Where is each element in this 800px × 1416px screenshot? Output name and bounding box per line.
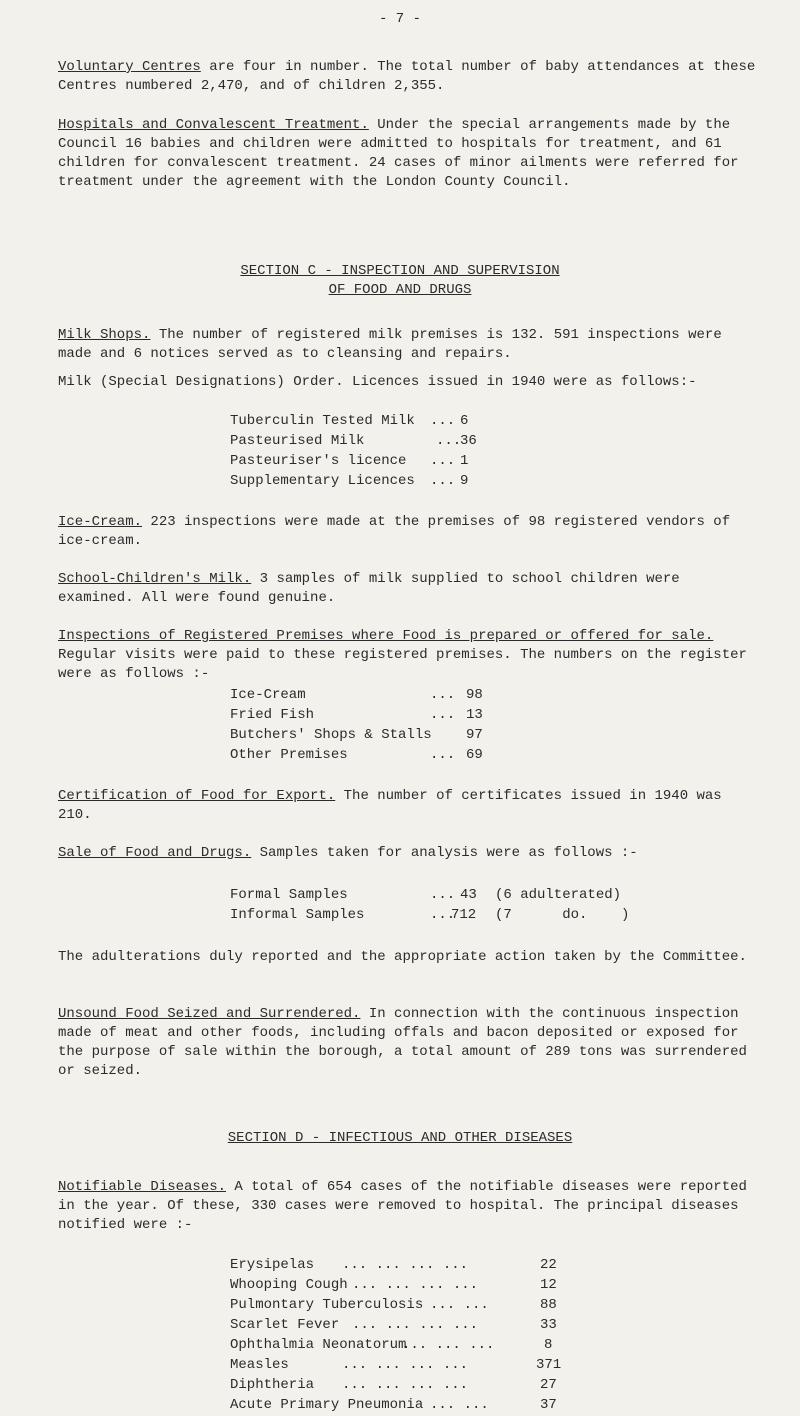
voluntary-centres-paragraph: [58, 58, 758, 96]
row-label: Supplementary Licences: [230, 473, 415, 489]
row-label: Informal Samples: [230, 907, 365, 923]
section-d-heading: [58, 1129, 742, 1148]
certification-paragraph: [58, 787, 758, 825]
row-dots: ... ... ...: [402, 1337, 495, 1353]
row-value: 97: [466, 727, 483, 743]
row-value: 712: [451, 907, 477, 923]
section-c-title-line2: OF FOOD AND DRUGS: [328, 282, 472, 298]
row-value: 33: [540, 1317, 557, 1333]
row-label: Fried Fish: [230, 707, 315, 723]
samples-table: [230, 886, 670, 926]
page-number: - 7 -: [378, 11, 421, 27]
inspections-heading: Inspections of Registered Premises where Food is prepared or offered for sale.: [58, 628, 714, 644]
row-value: 43: [460, 887, 477, 903]
table-row: [230, 1256, 560, 1276]
row-dots: ... ... ... ...: [342, 1377, 469, 1393]
sale-heading: Sale of Food and Drugs.: [58, 845, 252, 861]
row-value: 36: [460, 433, 477, 449]
notifiable-text: A total of 654 cases of the notifiable diseases were reported in the year. Of these, 330 cases were removed to hospital. The principal diseases notified were :-: [58, 1179, 747, 1233]
row-label: Diphtheria: [230, 1377, 315, 1393]
milk-order-paragraph: Milk (Special Designations) Order. Licences issued in 1940 were as follows:-: [58, 374, 697, 390]
table-row: [230, 432, 477, 452]
voluntary-centres-heading: Voluntary Centres: [58, 59, 201, 75]
row-dots: ... ... ... ...: [342, 1357, 469, 1373]
row-label: Acute Primary Pneumonia: [230, 1397, 424, 1413]
hospitals-heading: Hospitals and Convalescent Treatment.: [58, 117, 369, 133]
row-label: Pasteurised Milk: [230, 433, 365, 449]
table-row: [230, 1336, 560, 1356]
table-row: [230, 886, 670, 906]
unsound-food-paragraph: [58, 1005, 758, 1081]
milk-shops-paragraph: [58, 326, 758, 364]
table-row: [230, 1356, 560, 1376]
row-label: Butchers' Shops & Stalls: [230, 727, 432, 743]
row-value: 13: [466, 707, 483, 723]
row-label: Pulmontary Tuberculosis: [230, 1297, 424, 1313]
registered-premises-table: [230, 686, 510, 766]
row-label: Whooping Cough: [230, 1277, 348, 1293]
voluntary-centres-text: are four in number. The total number of baby attendances at these Centres numbered 2,470, and of children 2,355.: [58, 59, 756, 94]
row-dots: ... ... ... ...: [352, 1277, 479, 1293]
row-dots: ...: [436, 433, 462, 449]
row-label: Formal Samples: [230, 887, 348, 903]
sale-paragraph: [58, 844, 758, 863]
milk-shops-text: The number of registered milk premises is 132. 591 inspections were made and 6 notices served as to cleansing and repairs.: [58, 327, 722, 362]
ice-cream-paragraph: [58, 513, 758, 551]
unsound-food-heading: Unsound Food Seized and Surrendered.: [58, 1006, 361, 1022]
table-row: [230, 906, 670, 926]
row-note: (7 do. ): [495, 907, 630, 923]
row-value: 69: [466, 747, 483, 763]
row-dots: ...: [430, 707, 456, 723]
row-label: Measles: [230, 1357, 289, 1373]
row-label: Ice-Cream: [230, 687, 306, 703]
hospitals-text: Under the special arrangements made by the Council 16 babies and children were admitted to hospitals for treatment, and 61 children for convalescent treatment. 24 cases of minor ailments were referred for treatment under the agreement with the London County Council.: [58, 117, 739, 190]
inspections-paragraph: [58, 627, 778, 684]
row-note: (6 adulterated): [495, 887, 622, 903]
row-label: Scarlet Fever: [230, 1317, 340, 1333]
school-milk-heading: School-Children's Milk.: [58, 571, 252, 587]
row-value: 22: [540, 1257, 557, 1273]
row-value: 8: [544, 1337, 553, 1353]
school-milk-paragraph: [58, 570, 758, 608]
certification-heading: Certification of Food for Export.: [58, 788, 336, 804]
table-row: [230, 472, 470, 492]
table-row: [230, 452, 470, 472]
table-row: [230, 686, 510, 706]
row-value: 12: [540, 1277, 557, 1293]
row-dots: ...: [430, 747, 456, 763]
row-value: 27: [540, 1377, 557, 1393]
row-value: 1: [460, 453, 469, 469]
section-c-heading: [58, 262, 742, 300]
table-row: [230, 1396, 560, 1416]
notifiable-heading: Notifiable Diseases.: [58, 1179, 227, 1195]
certification-text: The number of certificates issued in 1940 was 210.: [58, 788, 722, 823]
ice-cream-heading: Ice-Cream.: [58, 514, 143, 530]
row-dots: ...: [430, 907, 456, 923]
row-dots: ...: [430, 413, 456, 429]
row-dots: ...: [430, 687, 456, 703]
table-row: [230, 1376, 560, 1396]
adulterations-paragraph: The adulterations duly reported and the appropriate action taken by the Committee.: [58, 949, 747, 965]
row-dots: ... ... ... ...: [342, 1257, 469, 1273]
row-label: Tuberculin Tested Milk: [230, 413, 415, 429]
row-dots: ...: [430, 473, 456, 489]
section-d-title: SECTION D - INFECTIOUS AND OTHER DISEASES: [227, 1130, 573, 1146]
row-value: 9: [460, 473, 469, 489]
row-label: Erysipelas: [230, 1257, 315, 1273]
table-row: [230, 412, 470, 432]
inspections-text: Regular visits were paid to these registered premises. The numbers on the register were as follows :-: [58, 647, 747, 682]
table-row: [230, 726, 510, 746]
table-row: [230, 1276, 560, 1296]
row-dots: ... ... ... ...: [352, 1317, 479, 1333]
hospitals-paragraph: [58, 116, 758, 192]
row-value: 98: [466, 687, 483, 703]
table-row: [230, 746, 510, 766]
table-row: [230, 1316, 560, 1336]
row-label: Ophthalmia Neonatorum: [230, 1337, 407, 1353]
table-row: [230, 706, 510, 726]
diseases-table: [230, 1256, 560, 1416]
sale-text: Samples taken for analysis were as follows :-: [251, 845, 638, 861]
table-row: [230, 1296, 560, 1316]
row-dots: ... ...: [430, 1297, 489, 1313]
row-value: 371: [536, 1357, 562, 1373]
row-label: Other Premises: [230, 747, 348, 763]
row-dots: ... ...: [430, 1397, 489, 1413]
school-milk-text: 3 samples of milk supplied to school children were examined. All were found genuine.: [58, 571, 680, 606]
milk-licences-table: [230, 412, 477, 492]
row-value: 37: [540, 1397, 557, 1413]
notifiable-paragraph: [58, 1178, 758, 1235]
milk-shops-heading: Milk Shops.: [58, 327, 151, 343]
ice-cream-text: 223 inspections were made at the premises of 98 registered vendors of ice-cream.: [58, 514, 731, 549]
row-dots: ...: [430, 887, 456, 903]
row-dots: ...: [430, 453, 456, 469]
row-value: 6: [460, 413, 469, 429]
row-label: Pasteuriser's licence: [230, 453, 407, 469]
section-c-title-line1: SECTION C - INSPECTION AND SUPERVISION: [240, 263, 560, 279]
unsound-food-text: In connection with the continuous inspection made of meat and other foods, including offals and bacon deposited or exposed for the purpose of sale within the borough, a total amount of 289 tons was surrendered or seized.: [58, 1006, 747, 1079]
row-value: 88: [540, 1297, 557, 1313]
